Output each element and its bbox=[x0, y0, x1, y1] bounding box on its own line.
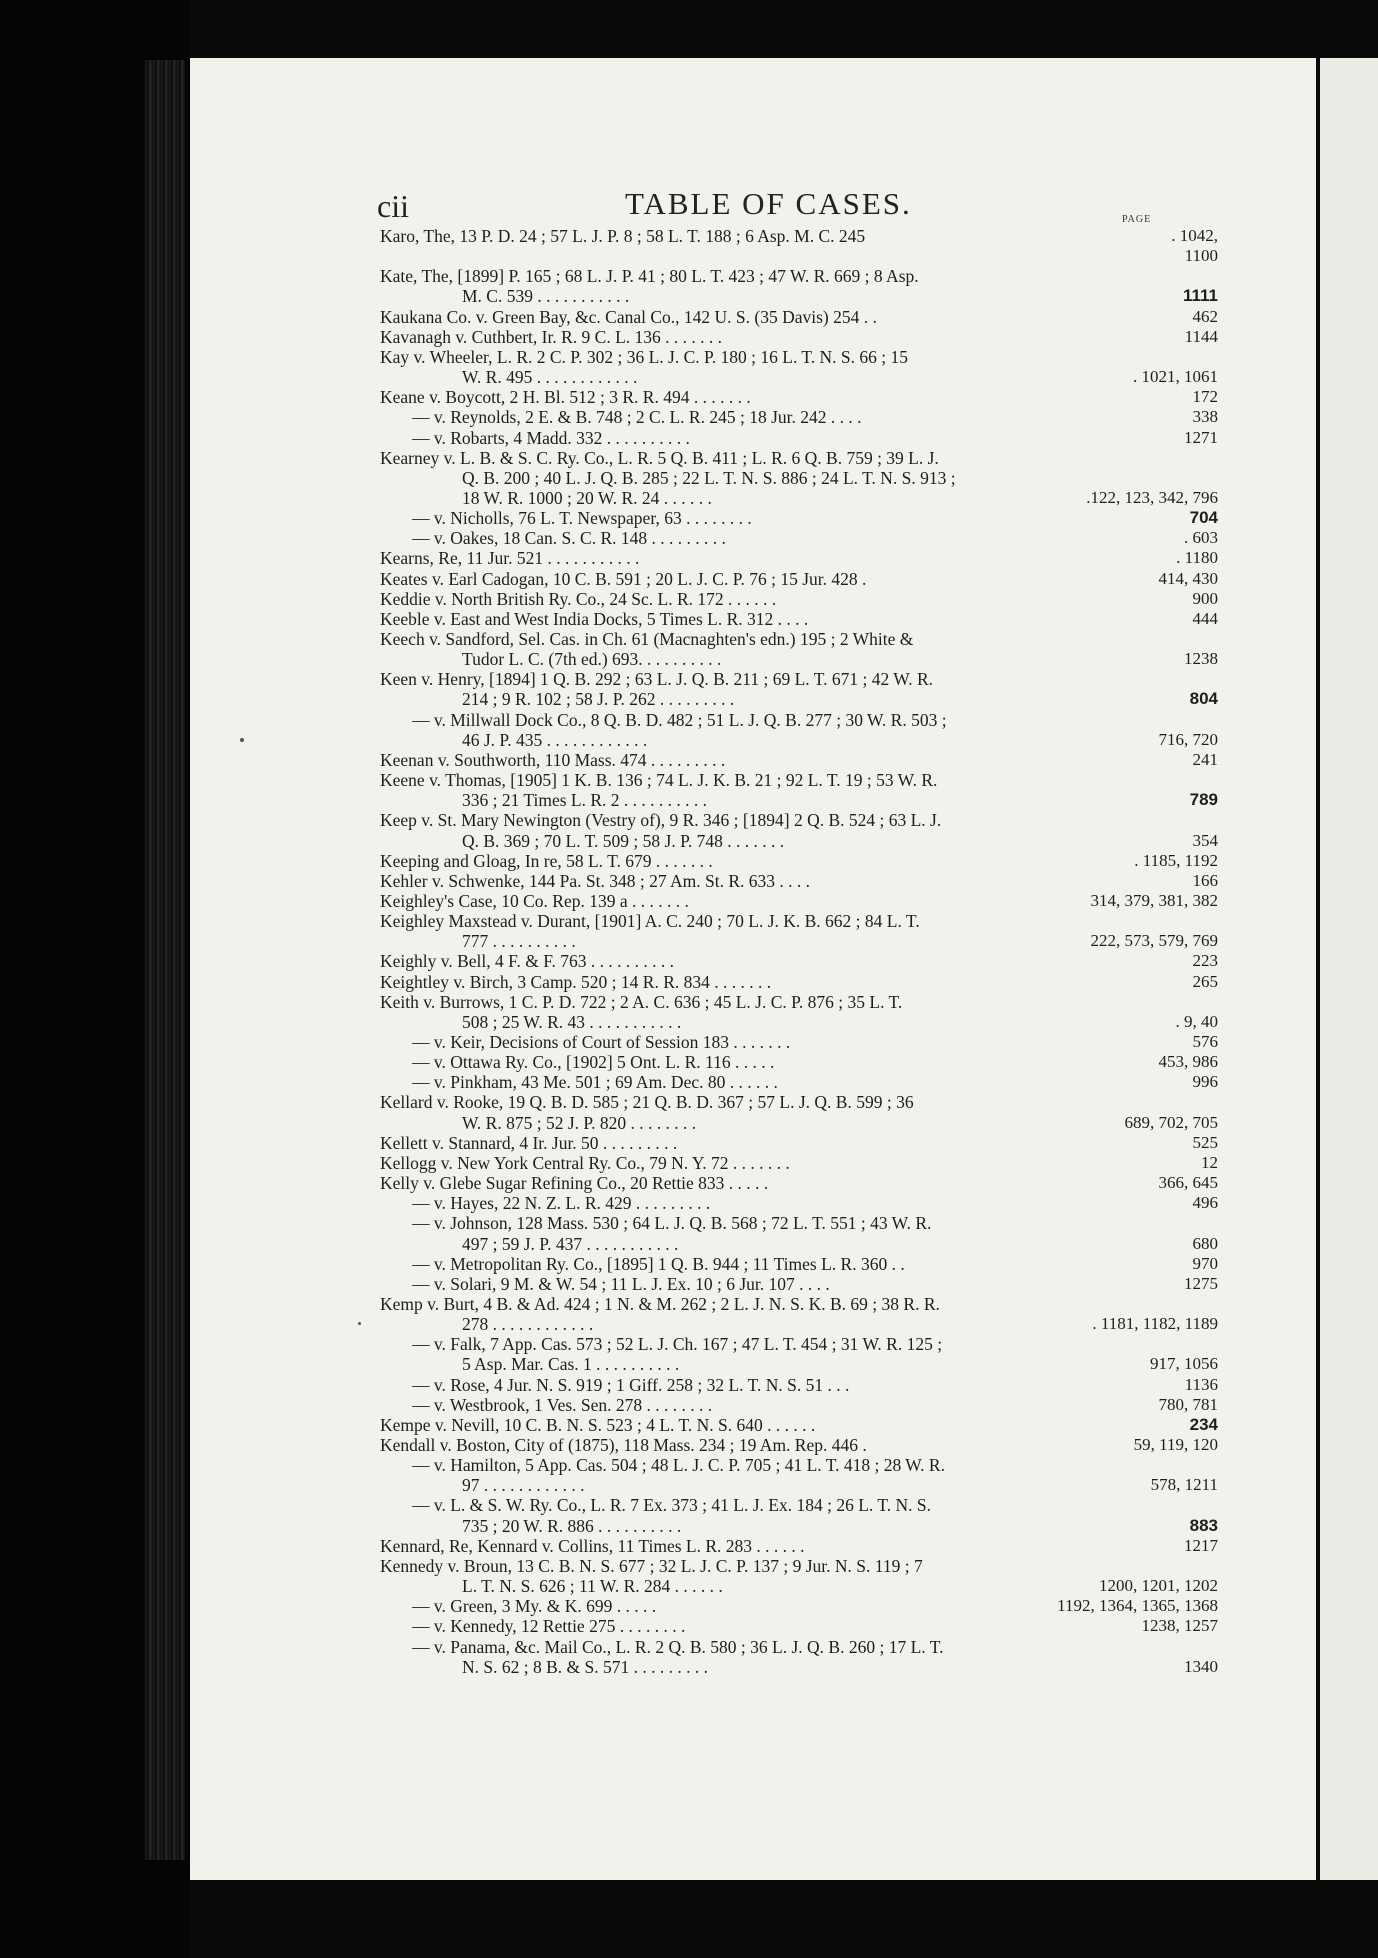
page-reference: . 1021, 1061 bbox=[1133, 367, 1218, 387]
case-citation: Kearns, Re, 11 Jur. 521 . . . . . . . . . . . bbox=[380, 548, 640, 569]
case-citation: Tudor L. C. (7th ed.) 693. . . . . . . . . . bbox=[462, 649, 722, 670]
case-citation: — v. Hayes, 22 N. Z. L. R. 429 . . . . . . . . . bbox=[412, 1193, 711, 1214]
case-citation: Keighley Maxstead v. Durant, [1901] A. C. 240 ; 70 L. J. K. B. 662 ; 84 L. T. bbox=[380, 911, 920, 932]
case-citation: M. C. 539 . . . . . . . . . . . bbox=[462, 286, 630, 307]
page-reference: 453, 986 bbox=[1158, 1052, 1218, 1072]
case-citation: Kaukana Co. v. Green Bay, &c. Canal Co., 142 U. S. (35 Davis) 254 . . bbox=[380, 306, 877, 327]
case-citation: 5 Asp. Mar. Cas. 1 . . . . . . . . . . bbox=[462, 1354, 680, 1375]
case-citation: Kay v. Wheeler, L. R. 2 C. P. 302 ; 36 L. J. C. P. 180 ; 16 L. T. N. S. 66 ; 15 bbox=[380, 346, 909, 367]
page-reference: . 9, 40 bbox=[1175, 1011, 1218, 1031]
case-citation: 18 W. R. 1000 ; 20 W. R. 24 . . . . . . bbox=[462, 487, 712, 508]
case-citation: Kavanagh v. Cuthbert, Ir. R. 9 C. L. 136 . . . . . . . bbox=[380, 326, 723, 347]
case-citation: Keene v. Thomas, [1905] 1 K. B. 136 ; 74 L. J. K. B. 21 ; 92 L. T. 19 ; 53 W. R. bbox=[380, 770, 938, 791]
page-reference: 222, 573, 579, 769 bbox=[1090, 931, 1218, 951]
case-citation: Keith v. Burrows, 1 C. P. D. 722 ; 2 A. C. 636 ; 45 L. J. C. P. 876 ; 35 L. T. bbox=[380, 991, 903, 1012]
page-reference: 223 bbox=[1192, 951, 1218, 971]
page-reference: 1111 bbox=[1182, 286, 1218, 306]
page-reference: 996 bbox=[1192, 1072, 1218, 1092]
case-citation: — v. Reynolds, 2 E. & B. 748 ; 2 C. L. R. 245 ; 18 Jur. 242 . . . . bbox=[412, 407, 862, 428]
case-citation: — v. Westbrook, 1 Ves. Sen. 278 . . . . . . . . bbox=[412, 1394, 713, 1415]
case-citation: Keddie v. North British Ry. Co., 24 Sc. L. R. 172 . . . . . . bbox=[380, 588, 777, 609]
case-citation: Kelly v. Glebe Sugar Refining Co., 20 Rettie 833 . . . . . bbox=[380, 1173, 769, 1194]
case-citation: Keenan v. Southworth, 110 Mass. 474 . . . . . . . . . bbox=[380, 749, 726, 770]
page-reference: 166 bbox=[1192, 870, 1218, 890]
page-reference: 414, 430 bbox=[1158, 568, 1218, 588]
page-reference: 1275 bbox=[1184, 1273, 1218, 1293]
case-citation: 97 . . . . . . . . . . . . bbox=[462, 1475, 585, 1496]
page-reference: 314, 379, 381, 382 bbox=[1090, 890, 1218, 910]
page-reference: 576 bbox=[1192, 1032, 1218, 1051]
case-citation: Keighly v. Bell, 4 F. & F. 763 . . . . . . . . . . bbox=[380, 951, 675, 972]
page-reference: 234 bbox=[1189, 1414, 1218, 1434]
page-reference: 496 bbox=[1192, 1193, 1218, 1213]
case-citation: W. R. 875 ; 52 J. P. 820 . . . . . . . . bbox=[462, 1112, 697, 1133]
page-reference: 444 bbox=[1192, 608, 1218, 628]
page-reference: 1200, 1201, 1202 bbox=[1099, 1576, 1218, 1596]
page-reference: 704 bbox=[1189, 508, 1218, 528]
case-citation: — v. Robarts, 4 Madd. 332 . . . . . . . . . . bbox=[412, 427, 690, 448]
case-citation: Kennedy v. Broun, 13 C. B. N. S. 677 ; 32 L. J. C. P. 137 ; 9 Jur. N. S. 119 ; 7 bbox=[380, 1555, 923, 1576]
case-citation: Keates v. Earl Cadogan, 10 C. B. 591 ; 20 L. J. C. P. 76 ; 15 Jur. 428 . bbox=[380, 568, 867, 589]
page-title: TABLE OF CASES. bbox=[625, 186, 912, 221]
page-reference: 366, 645 bbox=[1158, 1173, 1218, 1193]
case-citation: — v. Kennedy, 12 Rettie 275 . . . . . . . . bbox=[412, 1616, 686, 1637]
case-citation: Q. B. 200 ; 40 L. J. Q. B. 285 ; 22 L. T. N. S. 886 ; 24 L. T. N. S. 913 ; bbox=[462, 467, 956, 488]
page-reference: 1144 bbox=[1184, 326, 1218, 346]
case-citation: — v. Panama, &c. Mail Co., L. R. 2 Q. B. 580 ; 36 L. J. Q. B. 260 ; 17 L. T. bbox=[412, 1636, 944, 1657]
page-reference: 804 bbox=[1189, 689, 1218, 709]
paper-speck bbox=[240, 738, 244, 742]
case-citation: 278 . . . . . . . . . . . . bbox=[462, 1314, 594, 1335]
page-reference: . 1180 bbox=[1176, 548, 1218, 568]
case-citation: — v. Falk, 7 App. Cas. 573 ; 52 L. J. Ch. 167 ; 47 L. T. 454 ; 31 W. R. 125 ; bbox=[412, 1334, 943, 1355]
page-reference: . 603 bbox=[1184, 528, 1218, 548]
page-reference: 780, 781 bbox=[1158, 1394, 1218, 1414]
case-citation: — v. Johnson, 128 Mass. 530 ; 64 L. J. Q. B. 568 ; 72 L. T. 551 ; 43 W. R. bbox=[412, 1213, 932, 1234]
case-entry-continuation bbox=[462, 1655, 1218, 1679]
page-reference: 716, 720 bbox=[1158, 729, 1218, 749]
case-citation: — v. Oakes, 18 Can. S. C. R. 148 . . . . . . . . . bbox=[412, 528, 726, 549]
page-reference: 680 bbox=[1192, 1233, 1218, 1253]
page-reference: 1192, 1364, 1365, 1368 bbox=[1057, 1596, 1218, 1616]
case-citation: Keep v. St. Mary Newington (Vestry of), 9 R. 346 ; [1894] 2 Q. B. 524 ; 63 L. J. bbox=[380, 810, 942, 831]
case-citation: Kendall v. Boston, City of (1875), 118 Mass. 234 ; 19 Am. Rep. 446 . bbox=[380, 1435, 867, 1455]
page-reference: 1217 bbox=[1184, 1535, 1218, 1555]
case-citation: Karo, The, 13 P. D. 24 ; 57 L. J. P. 8 ; 58 L. T. 188 ; 6 Asp. M. C. 245 bbox=[380, 226, 866, 246]
page-reference: 338 bbox=[1192, 407, 1218, 427]
page-reference: 1238, 1257 bbox=[1141, 1616, 1218, 1636]
paper-speck bbox=[358, 1322, 361, 1325]
case-citation: 508 ; 25 W. R. 43 . . . . . . . . . . . bbox=[462, 1011, 682, 1032]
page-reference: 12 bbox=[1201, 1152, 1218, 1172]
case-citation: — v. Green, 3 My. & K. 699 . . . . . bbox=[412, 1596, 657, 1617]
page-reference: 1340 bbox=[1184, 1656, 1218, 1676]
page-reference: 462 bbox=[1192, 306, 1218, 326]
case-citation: L. T. N. S. 626 ; 11 W. R. 284 . . . . . . bbox=[462, 1576, 723, 1597]
case-citation: — v. Nicholls, 76 L. T. Newspaper, 63 . . . . . . . . bbox=[412, 508, 752, 529]
page-reference: 1136 bbox=[1184, 1374, 1218, 1394]
page-reference: 883 bbox=[1189, 1515, 1218, 1535]
case-citation: Kellogg v. New York Central Ry. Co., 79 N. Y. 72 . . . . . . . bbox=[380, 1152, 790, 1173]
page-reference: 172 bbox=[1192, 387, 1218, 407]
page-column-label: PAGE bbox=[1122, 214, 1152, 225]
case-citation: 777 . . . . . . . . . . bbox=[462, 931, 576, 952]
case-citation: Kearney v. L. B. & S. C. Ry. Co., L. R. 5 Q. B. 411 ; L. R. 6 Q. B. 759 ; 39 L. J. bbox=[380, 447, 939, 468]
case-citation: Keeble v. East and West India Docks, 5 Times L. R. 312 . . . . bbox=[380, 608, 809, 629]
case-citation: Keane v. Boycott, 2 H. Bl. 512 ; 3 R. R. 494 . . . . . . . bbox=[380, 387, 751, 408]
case-citation: Kennard, Re, Kennard v. Collins, 11 Times L. R. 283 . . . . . . bbox=[380, 1535, 805, 1556]
page-reference: 917, 1056 bbox=[1150, 1354, 1218, 1374]
page-reference: 354 bbox=[1192, 830, 1218, 850]
case-citation: 46 J. P. 435 . . . . . . . . . . . . bbox=[462, 729, 648, 750]
page-reference: 59, 119, 120 bbox=[1133, 1435, 1218, 1454]
case-citation: Kemp v. Burt, 4 B. & Ad. 424 ; 1 N. & M. 262 ; 2 L. J. N. S. K. B. 69 ; 38 R. R. bbox=[380, 1293, 940, 1314]
case-citation: Keighley's Case, 10 Co. Rep. 139 a . . . . . . . bbox=[380, 890, 689, 911]
page-reference: 1238 bbox=[1184, 649, 1218, 669]
case-citation: 214 ; 9 R. 102 ; 58 J. P. 262 . . . . . . . . . bbox=[462, 689, 735, 710]
page-reference: 789 bbox=[1189, 790, 1218, 810]
case-citation: 735 ; 20 W. R. 886 . . . . . . . . . . bbox=[462, 1515, 682, 1536]
page-reference: . 1181, 1182, 1189 bbox=[1092, 1314, 1218, 1334]
case-citation: — v. Hamilton, 5 App. Cas. 504 ; 48 L. J. C. P. 705 ; 41 L. T. 418 ; 28 W. R. bbox=[412, 1455, 945, 1476]
case-citation: Kate, The, [1899] P. 165 ; 68 L. J. P. 41 ; 80 L. T. 423 ; 47 W. R. 669 ; 8 Asp. bbox=[380, 266, 919, 287]
page-reference: 265 bbox=[1192, 971, 1218, 991]
page-reference: 525 bbox=[1192, 1132, 1218, 1152]
case-citation: Q. B. 369 ; 70 L. T. 509 ; 58 J. P. 748 . . . . . . . bbox=[462, 830, 785, 851]
page-reference: . 1042, bbox=[1171, 226, 1218, 245]
page-reference: 1100 bbox=[1184, 246, 1218, 266]
case-citation: Keen v. Henry, [1894] 1 Q. B. 292 ; 63 L. J. Q. B. 211 ; 69 L. T. 671 ; 42 W. R. bbox=[380, 669, 934, 690]
case-citation: — v. Solari, 9 M. & W. 54 ; 11 L. J. Ex. 10 ; 6 Jur. 107 . . . . bbox=[412, 1273, 830, 1294]
case-citation: N. S. 62 ; 8 B. & S. 571 . . . . . . . . . bbox=[462, 1656, 708, 1677]
case-citation: Kellett v. Stannard, 4 Ir. Jur. 50 . . . . . . . . . bbox=[380, 1132, 678, 1153]
case-citation: Keech v. Sandford, Sel. Cas. in Ch. 61 (Macnaghten's edn.) 195 ; 2 White & bbox=[380, 629, 914, 649]
page-reference: 578, 1211 bbox=[1150, 1475, 1218, 1495]
case-citation: — v. Pinkham, 43 Me. 501 ; 69 Am. Dec. 80 . . . . . . bbox=[412, 1072, 778, 1093]
case-citation: — v. Ottawa Ry. Co., [1902] 5 Ont. L. R. 116 . . . . . bbox=[412, 1052, 775, 1073]
case-citation: Kehler v. Schwenke, 144 Pa. St. 348 ; 27 Am. St. R. 633 . . . . bbox=[380, 870, 811, 891]
page-reference: 1271 bbox=[1184, 427, 1218, 447]
page-reference: 689, 702, 705 bbox=[1124, 1112, 1218, 1132]
case-citation: — v. L. & S. W. Ry. Co., L. R. 7 Ex. 373 ; 41 L. J. Ex. 184 ; 26 L. T. N. S. bbox=[412, 1495, 931, 1516]
case-citation: Keightley v. Birch, 3 Camp. 520 ; 14 R. R. 834 . . . . . . . bbox=[380, 971, 772, 992]
case-citation: Keeping and Gloag, In re, 58 L. T. 679 . . . . . . . bbox=[380, 850, 713, 871]
case-citation: W. R. 495 . . . . . . . . . . . . bbox=[462, 367, 638, 388]
page-reference: 970 bbox=[1192, 1253, 1218, 1273]
page-reference: 241 bbox=[1192, 749, 1218, 769]
case-citation: — v. Keir, Decisions of Court of Session 183 . . . . . . . bbox=[412, 1032, 791, 1052]
case-citation: — v. Millwall Dock Co., 8 Q. B. D. 482 ; 51 L. J. Q. B. 277 ; 30 W. R. 503 ; bbox=[412, 709, 947, 730]
page-reference: 900 bbox=[1192, 588, 1218, 608]
page-reference: .122, 123, 342, 796 bbox=[1086, 487, 1218, 507]
case-citation: 336 ; 21 Times L. R. 2 . . . . . . . . . . bbox=[462, 790, 708, 811]
case-citation: Kellard v. Rooke, 19 Q. B. D. 585 ; 21 Q. B. D. 367 ; 57 L. J. Q. B. 599 ; 36 bbox=[380, 1092, 914, 1113]
case-citation: — v. Metropolitan Ry. Co., [1895] 1 Q. B. 944 ; 11 Times L. R. 360 . . bbox=[412, 1253, 905, 1274]
page-number: cii bbox=[377, 188, 409, 224]
case-citation: 497 ; 59 J. P. 437 . . . . . . . . . . . bbox=[462, 1233, 679, 1254]
case-citation: Kempe v. Nevill, 10 C. B. N. S. 523 ; 4 L. T. N. S. 640 . . . . . . bbox=[380, 1414, 816, 1435]
case-citation: — v. Rose, 4 Jur. N. S. 919 ; 1 Giff. 258 ; 32 L. T. N. S. 51 . . . bbox=[412, 1374, 850, 1395]
page-reference: . 1185, 1192 bbox=[1134, 850, 1218, 870]
